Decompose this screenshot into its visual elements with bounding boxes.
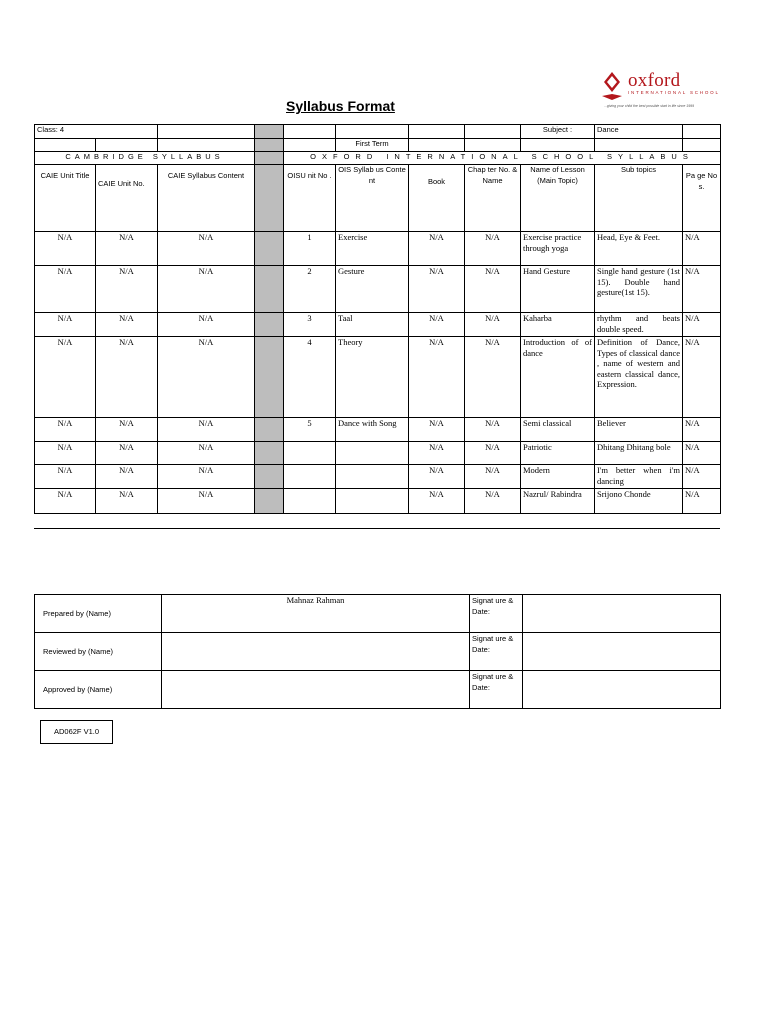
signature-date-label: Signat ure & Date:: [470, 633, 523, 671]
approved-by-name[interactable]: [162, 671, 470, 709]
page-title: Syllabus Format: [286, 98, 395, 114]
signature-date-label: Signat ure & Date:: [470, 595, 523, 633]
signature-date-label: Signat ure & Date:: [470, 671, 523, 709]
ois-section-title: OXFORD INTERNATIONAL SCHOOL SYLLABUS: [284, 152, 721, 165]
col-caie-unit-no: CAIE Unit No.: [96, 165, 158, 232]
prepared-by-name[interactable]: Mahnaz Rahman: [162, 595, 470, 633]
term-label: First Term: [336, 139, 409, 152]
col-subtopics: Sub topics: [595, 165, 683, 232]
subject-value: Dance: [595, 125, 683, 139]
logo-wordmark: oxford: [628, 70, 681, 91]
table-row: N/A N/A N/A N/A N/A Modern I'm better when i'm dancing N/A: [35, 465, 721, 489]
signature-date-field[interactable]: [523, 633, 721, 671]
col-book: Book: [409, 165, 465, 232]
col-chapter: Chap ter No. & Name: [465, 165, 521, 232]
col-lesson: Name of Lesson (Main Topic): [521, 165, 595, 232]
col-ois-unit-no: OISU nit No .: [284, 165, 336, 232]
logo-tagline: ...giving your child the best possible start in life since 1999: [604, 104, 695, 108]
document-code: AD062F V1.0: [40, 720, 113, 744]
class-label: Class: 4: [35, 125, 158, 139]
divider: [34, 528, 720, 529]
reviewed-by-label: Reviewed by (Name): [35, 633, 162, 671]
subject-label: Subject :: [521, 125, 595, 139]
col-caie-unit-title: CAIE Unit Title: [35, 165, 96, 232]
col-page-nos: Pa ge No s.: [683, 165, 721, 232]
table-row: N/A N/A N/A 3 Taal N/A N/A Kaharba rhythm and beats double speed. N/A: [35, 313, 721, 337]
logo-subtitle: INTERNATIONAL SCHOOL: [628, 90, 720, 95]
table-row: N/A N/A N/A 1 Exercise N/A N/A Exercise practice through yoga Head, Eye & Feet. N/A: [35, 232, 721, 266]
table-row: N/A N/A N/A N/A N/A Patriotic Dhitang Dhitang bole N/A: [35, 442, 721, 465]
signature-date-field[interactable]: [523, 671, 721, 709]
table-row: N/A N/A N/A 2 Gesture N/A N/A Hand Gesture Single hand gesture (1st 15). Double hand gesture(1st 15). N/A: [35, 266, 721, 313]
cambridge-section-title: CAMBRIDGE SYLLABUS: [35, 152, 255, 165]
signoff-table: [34, 594, 721, 709]
signature-date-field[interactable]: [523, 595, 721, 633]
table-row: N/A N/A N/A 5 Dance with Song N/A N/A Semi classical Believer N/A: [35, 418, 721, 442]
reviewed-by-name[interactable]: [162, 633, 470, 671]
col-ois-syllabus-content: OIS Syllab us Conte nt: [336, 165, 409, 232]
table-row: N/A N/A N/A 4 Theory N/A N/A Introduction of of dance Definition of Dance, Types of classical dance , name of western and eastern classical dance, Expression. N/A: [35, 337, 721, 418]
table-row: N/A N/A N/A N/A N/A Nazrul/ Rabindra Srijono Chonde N/A: [35, 489, 721, 514]
approved-by-label: Approved by (Name): [35, 671, 162, 709]
col-caie-syllabus-content: CAIE Syllabus Content: [158, 165, 255, 232]
syllabus-table: [34, 124, 721, 514]
prepared-by-label: Prepared by (Name): [35, 595, 162, 633]
